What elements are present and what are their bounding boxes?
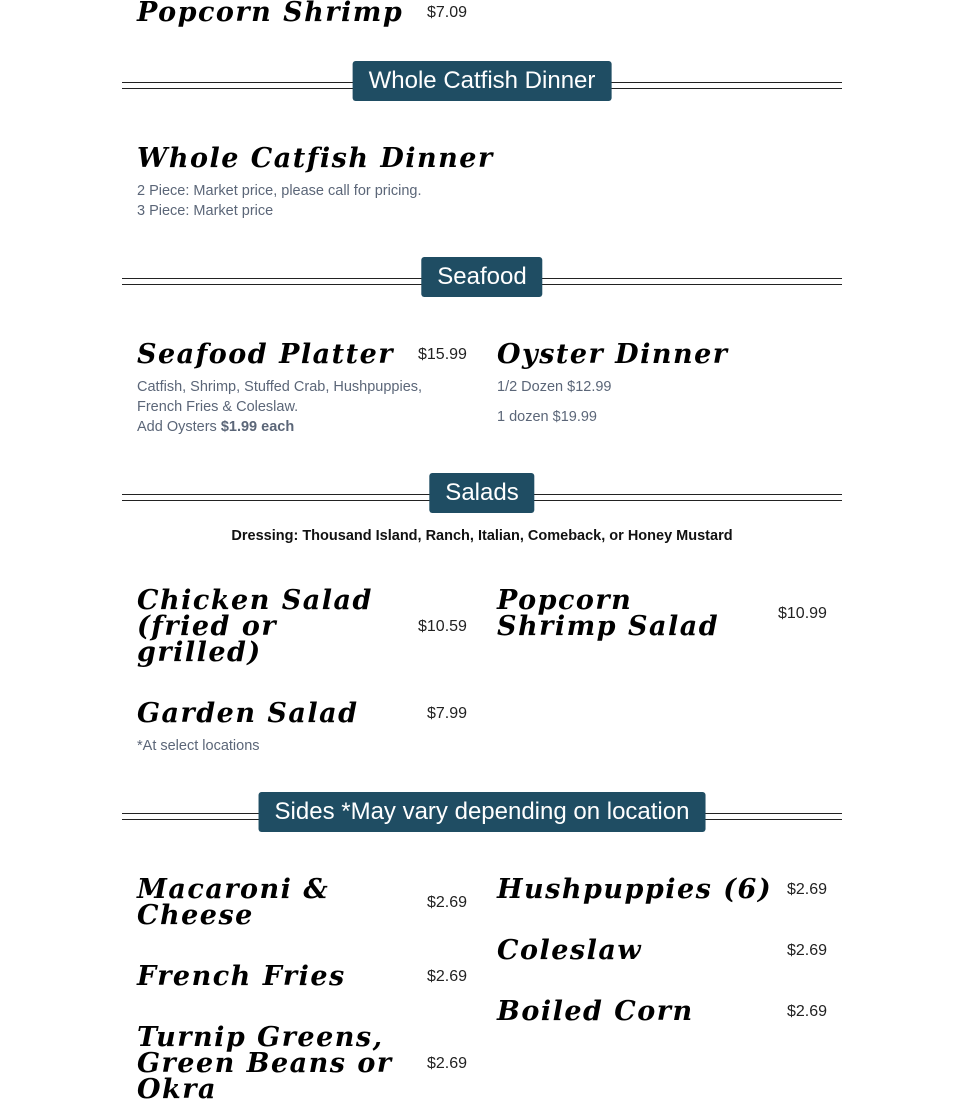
item-title-macaroni — [137, 874, 330, 931]
item-price-garden-salad: $7.99 — [427, 705, 468, 722]
item-title-boiled-corn: Boiled Corn — [497, 996, 694, 1027]
dressing-note: Dressing: Thousand Island, Ranch, Italian, Comeback, or Honey Mustard — [231, 528, 733, 544]
item-desc-addon — [137, 417, 294, 437]
addon-price: $1.99 each — [220, 419, 295, 435]
title-line: Cheese — [137, 900, 254, 931]
item-title-coleslaw: Coleslaw — [497, 935, 643, 966]
section-label-seafood: Seafood — [421, 257, 542, 297]
item-title-popcorn-shrimp-salad — [497, 585, 720, 642]
title-line: Popcorn — [497, 585, 633, 616]
item-desc: 2 Piece: Market price, please call for pricing. — [137, 183, 422, 199]
item-title-turnip-greens — [137, 1022, 393, 1105]
section-label-catfish: Whole Catfish Dinner — [353, 61, 612, 101]
item-price-popcorn-shrimp: $7.09 — [427, 4, 468, 21]
item-desc: 1 dozen $19.99 — [497, 409, 597, 425]
item-desc: *At select locations — [137, 738, 260, 754]
item-price-turnip-greens: $2.69 — [427, 1055, 468, 1072]
item-title-chicken-salad — [137, 585, 373, 668]
item-desc: Catfish, Shrimp, Stuffed Crab, Hushpuppies, — [137, 379, 423, 395]
item-title-french-fries: French Fries — [137, 961, 346, 992]
item-title-seafood-platter: Seafood Platter — [137, 339, 394, 370]
title-line: Okra — [137, 1074, 217, 1105]
title-line: Chicken Salad — [137, 585, 373, 616]
title-line: (fried or — [137, 611, 278, 642]
title-line: Macaroni & — [137, 874, 330, 905]
item-price-french-fries: $2.69 — [427, 968, 468, 985]
item-title-popcorn-shrimp: Popcorn Shrimp — [137, 0, 404, 28]
item-price-chicken-salad: $10.59 — [418, 618, 467, 635]
item-desc: 3 Piece: Market price — [137, 203, 274, 219]
item-title-garden-salad: Garden Salad — [137, 698, 359, 729]
section-label-salads: Salads — [429, 473, 534, 513]
item-title-hushpuppies: Hushpuppies (6) — [497, 874, 773, 905]
title-line: Shrimp Salad — [497, 611, 720, 642]
title-line: Green Beans or — [137, 1048, 393, 1079]
item-title-whole-catfish: Whole Catfish Dinner — [137, 143, 494, 174]
item-price-seafood-platter: $15.99 — [418, 346, 467, 363]
item-price-hushpuppies: $2.69 — [787, 881, 828, 898]
item-price-boiled-corn: $2.69 — [787, 1003, 828, 1020]
item-price-macaroni: $2.69 — [427, 894, 468, 911]
title-line: Turnip Greens, — [137, 1022, 384, 1053]
section-label-sides: Sides *May vary depending on location — [259, 792, 706, 832]
item-price-coleslaw: $2.69 — [787, 942, 828, 959]
item-title-oyster-dinner: Oyster Dinner — [497, 339, 729, 370]
addon-prefix: Add Oysters — [137, 419, 221, 435]
item-desc: French Fries & Coleslaw. — [137, 399, 299, 415]
title-line: grilled) — [137, 637, 262, 668]
item-price-popcorn-shrimp-salad: $10.99 — [778, 605, 827, 622]
item-desc: 1/2 Dozen $12.99 — [497, 379, 612, 395]
